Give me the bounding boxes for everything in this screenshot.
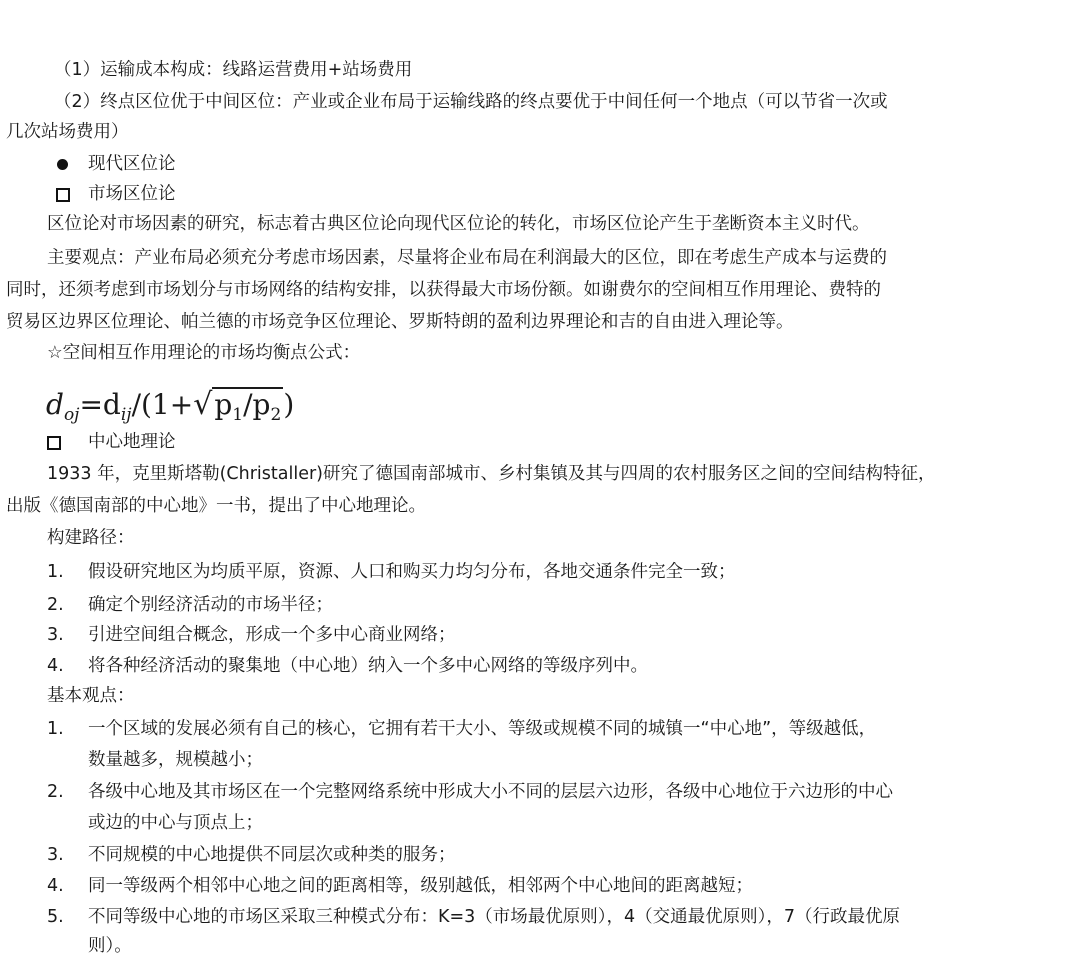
market-paragraph-2b: 同时，还须考虑到市场划分与市场网络的结构安排，以获得最大市场份额。如谢费尔的空间相互作用理论、费特的	[6, 280, 881, 300]
modern-location-heading: 现代区位论	[88, 154, 176, 174]
hollow-square-bullet-icon	[47, 436, 61, 450]
formula-slash: /	[243, 388, 253, 421]
terminal-location-line: （2）终点区位优于中间区位：产业或企业布局于运输线路的终点要优于中间任何一个地点（可以节省一次或	[54, 92, 888, 112]
build-step-number: 2.	[47, 595, 64, 615]
basic-point-text: 同一等级两个相邻中心地之间的距离相等，级别越低，相邻两个中心地间的距离越短；	[88, 876, 753, 896]
central-place-heading: 中心地理论	[88, 432, 176, 452]
basic-point-number: 3.	[47, 845, 64, 865]
basic-point-number: 4.	[47, 876, 64, 896]
terminal-location-line-cont: 几次站场费用）	[6, 122, 129, 142]
formula-equals: =	[79, 388, 103, 421]
basic-point-text: 不同等级中心地的市场区采取三种模式分布：K=3（市场最优原则），4（交通最优原则），7（行政最优原	[88, 907, 901, 927]
basic-point-text: 一个区域的发展必须有自己的核心，它拥有若干大小、等级或规模不同的城镇一“中心地”，等级越低，	[88, 719, 877, 739]
basic-points-heading: 基本观点：	[47, 686, 135, 706]
build-step-text: 确定个别经济活动的市场半径；	[88, 595, 333, 615]
build-path-heading: 构建路径：	[47, 528, 135, 548]
build-step-text: 引进空间组合概念，形成一个多中心商业网络；	[88, 625, 456, 645]
basic-point-number: 5.	[47, 907, 64, 927]
formula-p2: p	[252, 388, 271, 421]
central-paragraph-1a: 1933 年，克里斯塔勒(Christaller)研究了德国南部城市、乡村集镇及其与四周的农村服务区之间的空间结构特征，	[47, 464, 936, 484]
formula-mid: /(1+	[131, 388, 194, 421]
formula-d-sub: ij	[120, 405, 132, 425]
hollow-square-bullet-icon	[56, 188, 70, 202]
transport-cost-line: （1）运输成本构成：线路运营费用+站场费用	[54, 60, 413, 80]
basic-point-text-cont: 则）。	[88, 936, 132, 956]
formula-p2-sub: 2	[270, 405, 282, 425]
build-step-number: 1.	[47, 562, 64, 582]
market-location-heading: 市场区位论	[88, 184, 176, 204]
formula-lhs: d	[46, 388, 64, 421]
formula-p1: p	[214, 388, 233, 421]
market-paragraph-2a: 主要观点：产业布局必须充分考虑市场因素，尽量将企业布局在利润最大的区位，即在考虑生产成本与运费的	[47, 248, 887, 268]
formula-p1-sub: 1	[232, 405, 244, 425]
market-equilibrium-formula	[46, 387, 294, 424]
filled-bullet-icon	[57, 159, 68, 170]
build-step-number: 4.	[47, 656, 64, 676]
market-paragraph-1: 区位论对市场因素的研究，标志着古典区位论向现代区位论的转化，市场区位论产生于垄断资本主义时代。	[47, 214, 870, 234]
basic-point-text: 不同规模的中心地提供不同层次或种类的服务；	[88, 845, 456, 865]
square-root-icon: √	[193, 387, 213, 422]
formula-radicand	[212, 387, 283, 424]
formula-caption: ☆空间相互作用理论的市场均衡点公式：	[47, 343, 361, 363]
formula-close: )	[283, 388, 295, 421]
basic-point-text-cont: 数量越多，规模越小；	[88, 750, 263, 770]
formula-d: d	[102, 388, 121, 421]
central-paragraph-1b: 出版《德国南部的中心地》一书，提出了中心地理论。	[6, 496, 426, 516]
basic-point-text-cont: 或边的中心与顶点上；	[88, 813, 263, 833]
basic-point-number: 1.	[47, 719, 64, 739]
build-step-text: 假设研究地区为均质平原，资源、人口和购买力均匀分布，各地交通条件完全一致；	[88, 562, 736, 582]
basic-point-number: 2.	[47, 782, 64, 802]
formula-lhs-sub: oj	[63, 405, 80, 425]
basic-point-text: 各级中心地及其市场区在一个完整网络系统中形成大小不同的层层六边形，各级中心地位于六边形的中心	[88, 782, 893, 802]
market-paragraph-2c: 贸易区边界区位理论、帕兰德的市场竞争区位理论、罗斯特朗的盈利边界理论和吉的自由进入理论等。	[6, 312, 794, 332]
build-step-number: 3.	[47, 625, 64, 645]
build-step-text: 将各种经济活动的聚集地（中心地）纳入一个多中心网络的等级序列中。	[88, 656, 648, 676]
